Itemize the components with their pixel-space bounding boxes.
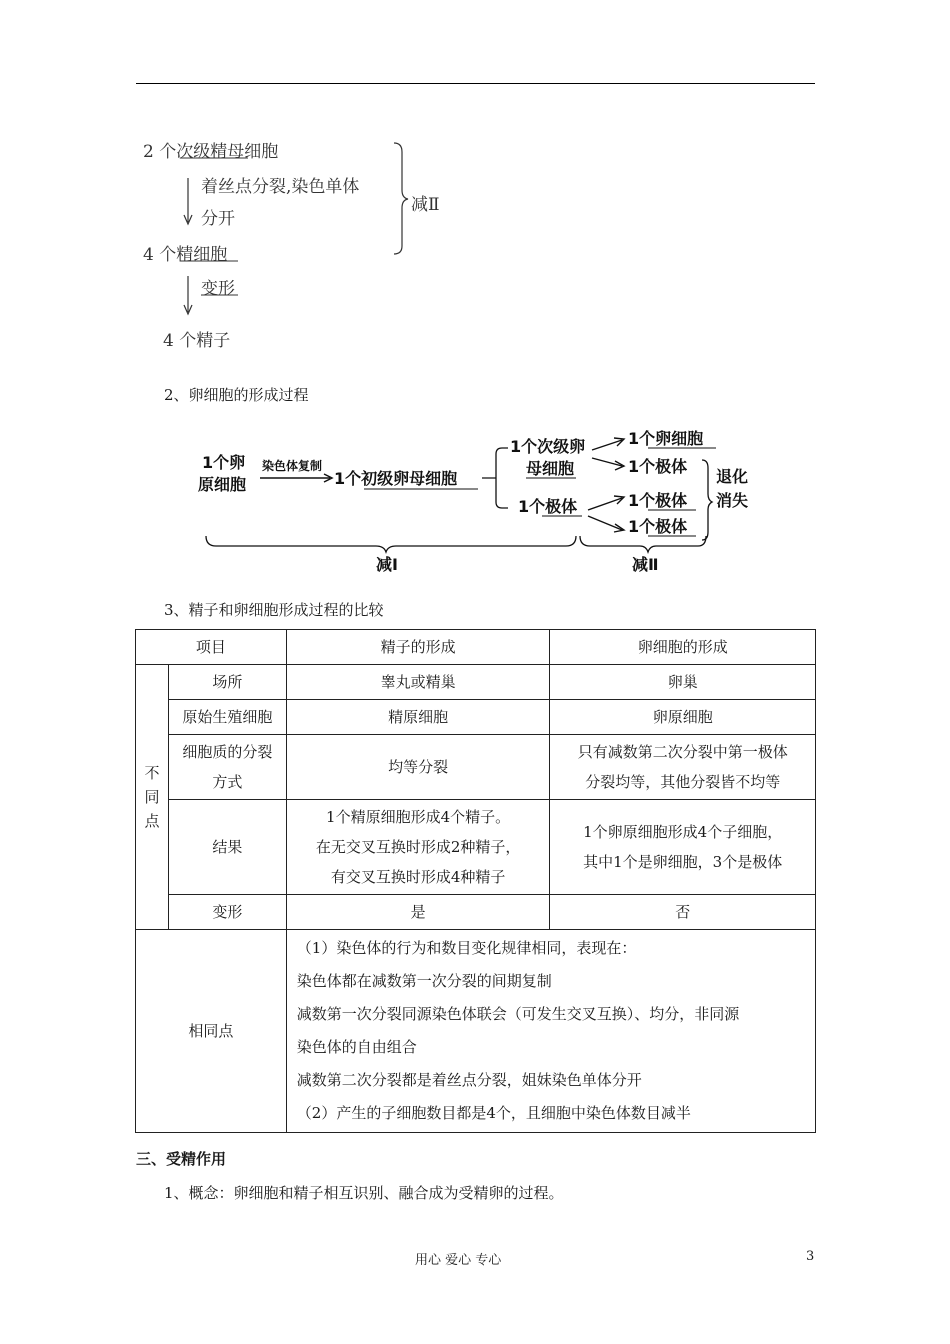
table-row xyxy=(136,895,816,930)
differences-label xyxy=(136,665,169,930)
section2-title: 2、卵细胞的形成过程 xyxy=(164,386,309,404)
diff-char: 不 xyxy=(144,764,160,782)
primary-oocyte: 1个初级卵母细胞 xyxy=(334,469,458,488)
similarity-line: （2）产生的子细胞数目都是4个，且细胞中染色体数目减半 xyxy=(296,1104,691,1122)
first-polar-body: 1个极体 xyxy=(518,497,578,516)
similarity-line: 减数第一次分裂同源染色体联会（可发生交叉互换）、均分，非同源 xyxy=(296,1005,740,1023)
stage-label: 减Ⅱ xyxy=(411,195,440,215)
step1-label-line1: 着丝点分裂,染色单体 xyxy=(201,177,360,197)
header-egg: 卵细胞的形成 xyxy=(550,630,816,665)
secondary-oocyte-l1: 1个次级卵 xyxy=(510,437,586,456)
degenerate-l2: 消失 xyxy=(716,491,749,510)
similarity-line: 染色体都在减数第一次分裂的间期复制 xyxy=(296,972,552,990)
secondary-oocyte-l2: 母细胞 xyxy=(526,459,575,478)
row-sperm xyxy=(286,800,550,895)
header-item: 项目 xyxy=(136,630,287,665)
row-egg xyxy=(550,800,816,895)
row-egg xyxy=(550,735,816,800)
step2-label: 变形 xyxy=(201,279,235,299)
table-row xyxy=(136,735,816,800)
row-egg-l2: 其中1个是卵细胞，3个是极体 xyxy=(583,853,783,871)
oogonium-l2: 原细胞 xyxy=(198,475,247,494)
row-sperm: 均等分裂 xyxy=(286,735,550,800)
row-sperm: 是 xyxy=(286,895,550,930)
polar-body-c: 1个极体 xyxy=(628,517,688,536)
meiosis2-label: 减Ⅱ xyxy=(632,555,659,574)
table-row xyxy=(136,800,816,895)
spermatids: 4 个精细胞 xyxy=(143,245,228,265)
diff-char: 同 xyxy=(144,788,160,806)
row-egg: 卵原细胞 xyxy=(550,700,816,735)
spermatogenesis-lines xyxy=(0,0,950,360)
similarities-content xyxy=(286,930,815,1133)
header-sperm: 精子的形成 xyxy=(286,630,550,665)
diff-char: 点 xyxy=(144,812,160,830)
row-sperm-l3: 有交叉互换时形成4种精子 xyxy=(330,868,506,886)
polar-body-b: 1个极体 xyxy=(628,491,688,510)
row-item xyxy=(168,735,286,800)
egg-cell: 1个卵细胞 xyxy=(628,429,704,448)
row-item: 变形 xyxy=(168,895,286,930)
row-sperm: 睾丸或精巢 xyxy=(286,665,550,700)
row-egg-l2: 分裂均等，其他分裂皆不均等 xyxy=(585,773,781,791)
row-item-l1: 细胞质的分裂 xyxy=(182,743,273,761)
oogenesis-diagram xyxy=(196,418,766,578)
similarity-line: 减数第二次分裂都是着丝点分裂，姐妹染色单体分开 xyxy=(296,1071,642,1089)
replicate-label: 染色体复制 xyxy=(262,459,323,473)
row-egg-l1: 1个卵原细胞形成4个子细胞， xyxy=(583,823,783,841)
row-item: 原始生殖细胞 xyxy=(168,700,286,735)
secondary-spermatocyte: 2 个次级精母细胞 xyxy=(143,142,279,162)
row-sperm: 精原细胞 xyxy=(286,700,550,735)
comparison-table xyxy=(135,629,816,1133)
brace-icon xyxy=(394,143,408,254)
row-sperm-l1: 1个精原细胞形成4个精子。 xyxy=(326,808,511,826)
section3-title: 3、精子和卵细胞形成过程的比较 xyxy=(164,601,384,619)
table-header-row xyxy=(136,630,816,665)
page-number: 3 xyxy=(806,1249,815,1264)
table-row xyxy=(136,700,816,735)
oogonium-l1: 1个卵 xyxy=(202,453,246,472)
brace-icon xyxy=(206,536,576,552)
row-egg: 否 xyxy=(550,895,816,930)
meiosis1-label: 减Ⅰ xyxy=(376,555,398,574)
row-egg: 卵巢 xyxy=(550,665,816,700)
concept-paragraph: 1、概念：卵细胞和精子相互识别、融合成为受精卵的过程。 xyxy=(164,1184,564,1202)
arrow xyxy=(588,498,622,510)
row-item: 结果 xyxy=(168,800,286,895)
arrow xyxy=(588,516,622,530)
brace-icon xyxy=(702,460,712,540)
section-heading: 三、受精作用 xyxy=(136,1150,227,1168)
polar-body-a: 1个极体 xyxy=(628,457,688,476)
row-egg-l1: 只有减数第二次分裂中第一极体 xyxy=(577,743,788,761)
footer-text: 用心 爱心 专心 xyxy=(415,1253,502,1268)
row-sperm-l2: 在无交叉互换时形成2种精子， xyxy=(315,838,521,856)
branch-icon xyxy=(482,448,508,508)
row-item: 场所 xyxy=(168,665,286,700)
sperm: 4 个精子 xyxy=(163,331,231,351)
step1-label-line2: 分开 xyxy=(201,209,235,229)
degenerate-l1: 退化 xyxy=(716,467,749,486)
brace-icon xyxy=(580,536,706,552)
similarities-label: 相同点 xyxy=(136,930,287,1133)
table-row xyxy=(136,930,816,1133)
similarity-line: （1）染色体的行为和数目变化规律相同，表现在： xyxy=(296,939,637,957)
row-item-l2: 方式 xyxy=(212,773,243,791)
similarity-line: 染色体的自由组合 xyxy=(296,1038,417,1056)
table-row xyxy=(136,665,816,700)
